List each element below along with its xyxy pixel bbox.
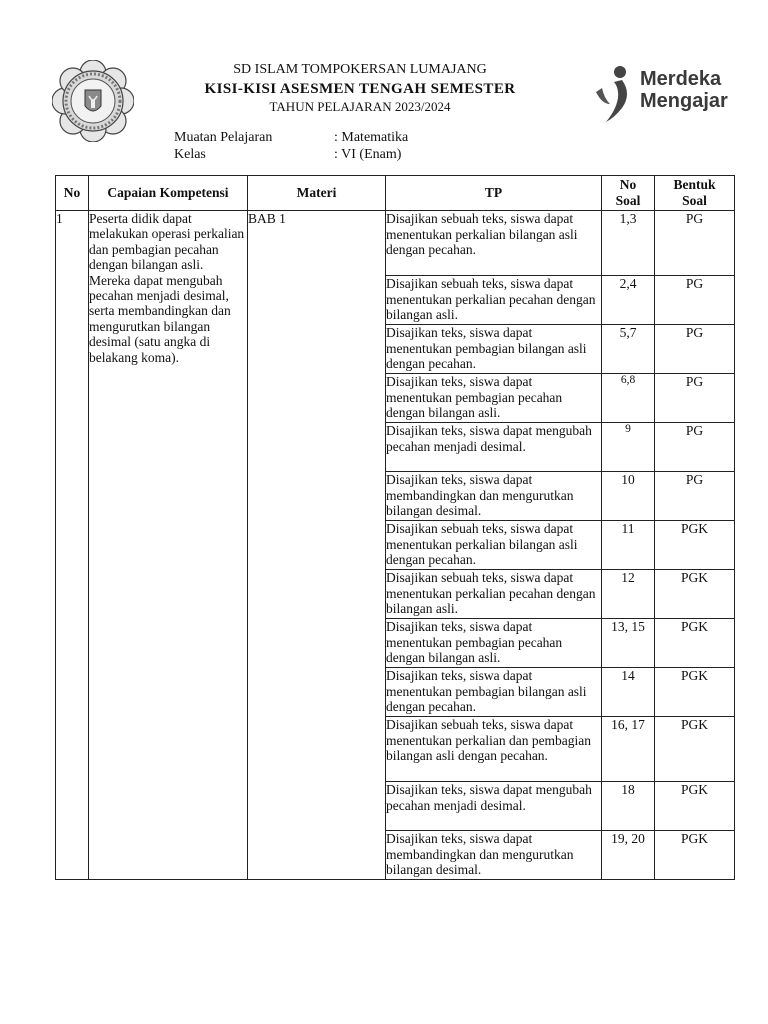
document-meta xyxy=(174,129,408,163)
row-number: 1 xyxy=(56,211,89,880)
document-title: KISI-KISI ASESMEN TENGAH SEMESTER xyxy=(204,81,516,97)
no-soal-cell: 19, 20 xyxy=(602,831,655,880)
header-bentuk-2: Soal xyxy=(682,193,707,208)
subject-value: : Matematika xyxy=(334,130,409,145)
bentuk-soal-cell: PGK xyxy=(655,619,735,668)
no-soal-cell: 16, 17 xyxy=(602,717,655,782)
logo-line-2: Mengajar xyxy=(640,90,728,112)
tp-cell: Disajikan sebuah teks, siswa dapat menentukan perkalian bilangan asli dengan pecahan. xyxy=(386,521,602,570)
header-no-soal xyxy=(602,176,655,211)
tp-cell: Disajikan teks, siswa dapat membandingkan dan mengurutkan bilangan desimal. xyxy=(386,831,602,880)
header-no-soal-2: Soal xyxy=(615,193,641,208)
no-soal-cell: 18 xyxy=(602,782,655,831)
no-soal-cell: 1,3 xyxy=(602,211,655,276)
tp-cell: Disajikan teks, siswa dapat menentukan pembagian pecahan dengan bilangan asli. xyxy=(386,374,602,423)
bentuk-soal-cell: PG xyxy=(655,374,735,423)
materi: BAB 1 xyxy=(248,211,386,880)
tp-cell: Disajikan teks, siswa dapat membandingkan dan mengurutkan bilangan desimal. xyxy=(386,472,602,521)
merdeka-mengajar-logo xyxy=(592,64,742,126)
tp-cell: Disajikan teks, siswa dapat menentukan pembagian pecahan dengan bilangan asli. xyxy=(386,619,602,668)
no-soal-cell: 9 xyxy=(602,423,655,472)
tp-cell: Disajikan teks, siswa dapat menentukan pembagian bilangan asli dengan pecahan. xyxy=(386,325,602,374)
bentuk-soal-cell: PGK xyxy=(655,570,735,619)
bentuk-soal-cell: PG xyxy=(655,472,735,521)
capaian-kompetensi: Peserta didik dapat melakukan operasi perkalian dan pembagian pecahan dengan bilangan asli. Mereka dapat mengubah pecahan menjadi desimal, serta membandingkan dan mengurutkan bilangan desimal (satu angka di belakang koma). xyxy=(89,211,248,880)
tp-cell: Disajikan teks, siswa dapat mengubah pecahan menjadi desimal. xyxy=(386,423,602,472)
tp-cell: Disajikan teks, siswa dapat menentukan pembagian bilangan asli dengan pecahan. xyxy=(386,668,602,717)
bentuk-soal-cell: PGK xyxy=(655,782,735,831)
header-no-soal-1: No xyxy=(619,177,637,192)
bentuk-soal-cell: PGK xyxy=(655,717,735,782)
kisi-kisi-table xyxy=(55,175,735,880)
bentuk-soal-cell: PGK xyxy=(655,668,735,717)
no-soal-cell: 11 xyxy=(602,521,655,570)
no-soal-cell: 10 xyxy=(602,472,655,521)
table-row xyxy=(56,211,735,276)
class-label: Kelas xyxy=(174,147,206,162)
no-soal-cell: 5,7 xyxy=(602,325,655,374)
merdeka-figure-icon xyxy=(592,64,636,126)
academic-year: TAHUN PELAJARAN 2023/2024 xyxy=(269,99,451,114)
school-name: SD ISLAM TOMPOKERSAN LUMAJANG xyxy=(233,62,487,77)
no-soal-cell: 2,4 xyxy=(602,276,655,325)
header-bentuk-1: Bentuk xyxy=(673,177,716,192)
tp-cell: Disajikan sebuah teks, siswa dapat menentukan perkalian dan pembagian bilangan asli dengan pecahan. xyxy=(386,717,602,782)
tp-cell: Disajikan teks, siswa dapat mengubah pecahan menjadi desimal. xyxy=(386,782,602,831)
no-soal-cell: 6,8 xyxy=(602,374,655,423)
bentuk-soal-cell: PG xyxy=(655,325,735,374)
table-header-row xyxy=(56,176,735,211)
bentuk-soal-cell: PG xyxy=(655,211,735,276)
tp-cell: Disajikan sebuah teks, siswa dapat menentukan perkalian bilangan asli dengan pecahan. xyxy=(386,211,602,276)
no-soal-cell: 13, 15 xyxy=(602,619,655,668)
logo-line-1: Merdeka xyxy=(640,68,722,90)
tp-cell: Disajikan sebuah teks, siswa dapat menentukan perkalian pecahan dengan bilangan asli. xyxy=(386,570,602,619)
header-bentuk-soal xyxy=(655,176,735,211)
header-capaian: Capaian Kompetensi xyxy=(89,176,248,211)
bentuk-soal-cell: PGK xyxy=(655,521,735,570)
bentuk-soal-cell: PG xyxy=(655,423,735,472)
class-value: : VI (Enam) xyxy=(334,147,402,162)
subject-label: Muatan Pelajaran xyxy=(174,130,273,145)
header-no: No xyxy=(56,176,89,211)
tp-cell: Disajikan sebuah teks, siswa dapat menentukan perkalian pecahan dengan bilangan asli. xyxy=(386,276,602,325)
school-logo xyxy=(52,60,134,142)
no-soal-cell: 12 xyxy=(602,570,655,619)
bentuk-soal-cell: PG xyxy=(655,276,735,325)
no-soal-cell: 14 xyxy=(602,668,655,717)
header-materi: Materi xyxy=(248,176,386,211)
bentuk-soal-cell: PGK xyxy=(655,831,735,880)
header-tp: TP xyxy=(386,176,602,211)
